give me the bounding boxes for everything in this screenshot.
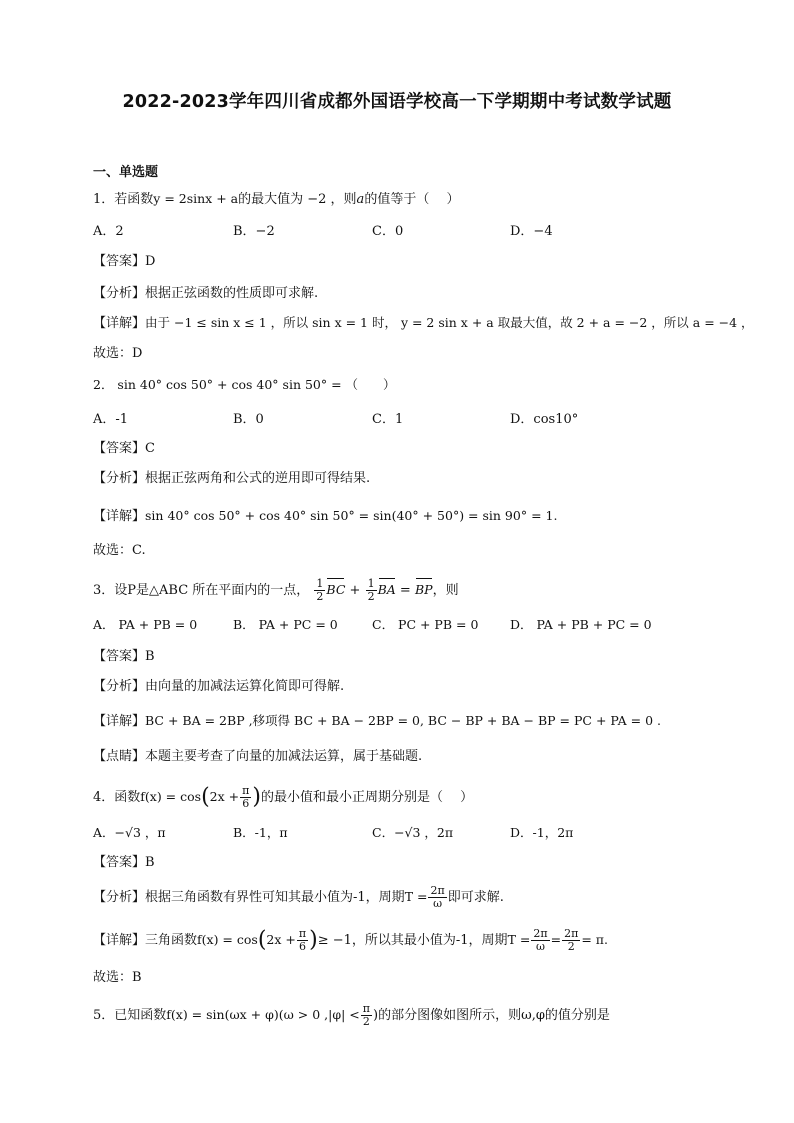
option-c: C．−√3 ，2π: [372, 825, 454, 840]
section-heading: 一、单选题: [93, 165, 159, 180]
option-a: A．−√3 ，π: [93, 825, 166, 840]
option-c: C． PC + PB = 0: [372, 617, 479, 632]
option-c: C．1: [372, 412, 404, 427]
option-d: D．-1，2π: [510, 825, 574, 840]
q2-choose: 故选：C.: [93, 543, 146, 558]
fraction: $\frac{\pi}{2}$: [362, 1002, 371, 1028]
page-title: 2022-2023学年四川省成都外国语学校高一下学期期中考试数学试题: [122, 92, 672, 112]
q3-comment: 【点睛】本题主要考查了向量的加减法运算，属于基础题.: [93, 749, 423, 764]
fraction: $\frac{\pi}{6}$: [298, 927, 307, 953]
fraction: $\frac{1}{2}$: [367, 577, 375, 603]
question-4-options: [93, 823, 713, 841]
q1-detail: 【详解】由于 −1 ≤ sin x ≤ 1 ，所以 sin x = 1 时， y = 2 sin x + a 取最大值，故 2 + a = −2 ，所以 a = −4 ，: [93, 315, 754, 331]
fraction: $\frac{\pi}{6}$: [242, 784, 250, 810]
option-a: A． PA + PB = 0: [93, 617, 198, 632]
option-d: D．−4: [510, 224, 553, 239]
question-4: 4．函数f(x) = cos(2x + $\frac{\pi}{6}$ )的最小值和最小正周期分别是（ ）: [93, 784, 474, 810]
option-b: B．-1，π: [233, 825, 288, 840]
question-1-options: [93, 220, 713, 238]
q1-analysis: 【分析】根据正弦函数的性质即可求解.: [93, 286, 319, 301]
option-a: A．2: [93, 224, 124, 239]
question-3: 3．设P是△ABC 所在平面内的一点， $\frac{1}{2}$ BC + $\frac{1}{2}$ BA = BP，则: [93, 577, 459, 603]
q4-answer: 【答案】B: [93, 855, 155, 870]
q4-detail: 【详解】三角函数f(x) = cos(2x + $\frac{\pi}{6}$ )≥ −1，所以其最小值为-1，周期T = $\frac{2\pi}{\omega}$ = $\frac{2\pi}{2}$ = π.: [93, 927, 608, 953]
q3-analysis: 【分析】由向量的加减法运算化简即可得解.: [93, 679, 345, 694]
fraction: $\frac{2\pi}{\omega}$: [533, 927, 548, 953]
q2-analysis: 【分析】根据正弦两角和公式的逆用即可得结果.: [93, 471, 371, 486]
option-a: A．-1: [93, 412, 129, 427]
option-b: B．−2: [233, 224, 275, 239]
q1-choose: 故选：D: [93, 346, 143, 361]
q2-detail: 【详解】sin 40° cos 50° + cos 40° sin 50° = sin(40° + 50°) = sin 90° = 1.: [93, 508, 558, 524]
option-d: D． PA + PB + PC = 0: [510, 617, 652, 632]
q2-answer: 【答案】C: [93, 441, 155, 456]
q4-choose: 故选：B: [93, 970, 142, 985]
question-5: 5．已知函数f(x) = sin(ωx + φ)(ω > 0 ,|φ| < $\frac{\pi}{2}$ )的部分图像如图所示，则ω,φ的值分别是: [93, 1002, 610, 1028]
option-c: C．0: [372, 224, 404, 239]
fraction: $\frac{1}{2}$: [316, 577, 324, 603]
question-2-options: [93, 408, 713, 426]
question-1: 1．若函数y = 2sinx + a的最大值为 −2 ，则a的值等于（ ）: [93, 191, 460, 207]
fraction: $\frac{2\pi}{2}$: [564, 927, 579, 953]
fraction: $\frac{2\pi}{\omega}$: [430, 884, 445, 910]
q4-analysis: 【分析】根据三角函数有界性可知其最小值为-1，周期T = $\frac{2\pi}{\omega}$ 即可求解.: [93, 884, 504, 910]
q1-answer: 【答案】D: [93, 254, 156, 269]
option-b: B．0: [233, 412, 264, 427]
question-3-options: [93, 615, 713, 633]
q3-answer: 【答案】B: [93, 649, 155, 664]
question-2: 2． sin 40° cos 50° + cos 40° sin 50° = （ ）: [93, 377, 396, 392]
q3-detail: 【详解】BC + BA = 2BP ,移项得 BC + BA − 2BP = 0, BC − BP + BA − BP = PC + PA = 0 .: [93, 713, 662, 729]
option-b: B． PA + PC = 0: [233, 617, 338, 632]
option-d: D．cos10°: [510, 412, 579, 427]
